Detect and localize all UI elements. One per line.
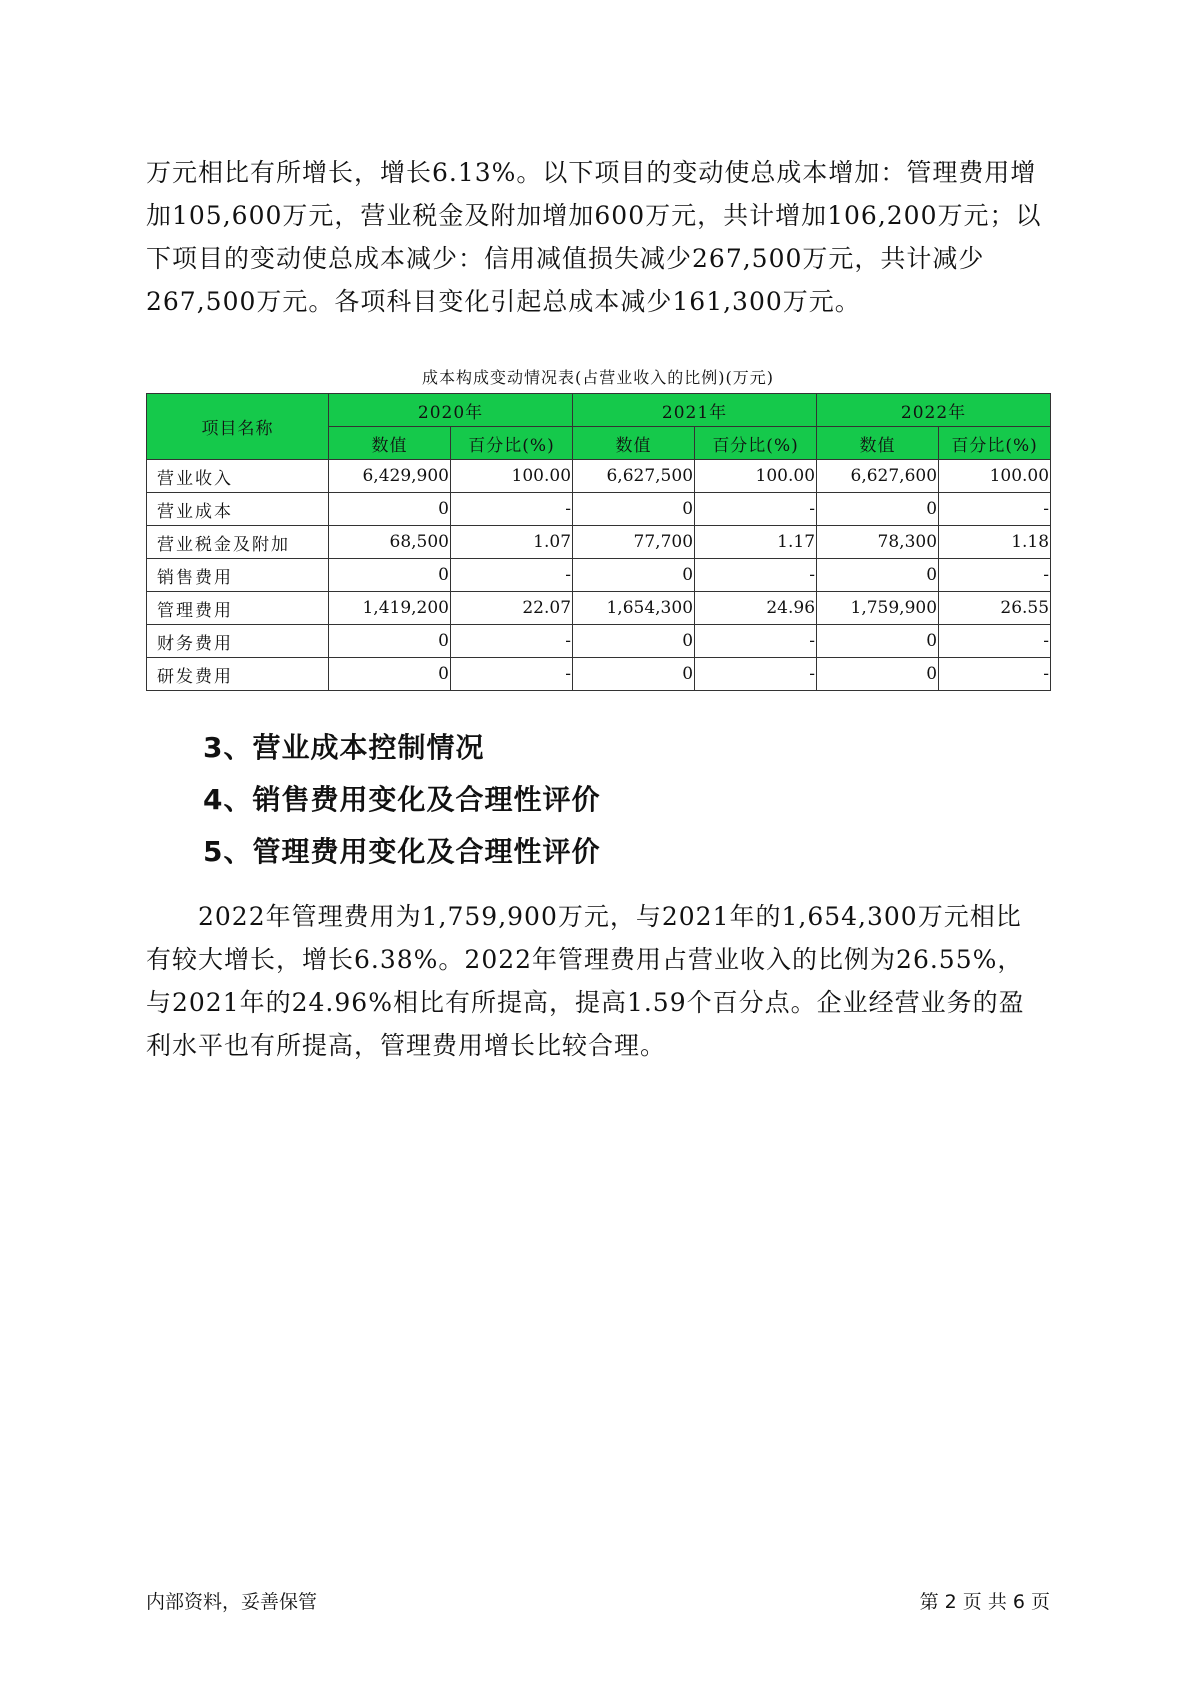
table-cell: 22.07 <box>451 592 573 625</box>
table-cell: 100.00 <box>695 460 817 493</box>
table-row <box>147 493 1051 526</box>
table-cell: 0 <box>817 493 939 526</box>
table-cell: - <box>939 625 1051 658</box>
table-cell: 1.07 <box>451 526 573 559</box>
footer-confidential-note: 内部资料，妥善保管 <box>146 1591 318 1613</box>
body-paragraph-2: 2022年管理费用为1,759,900万元，与2021年的1,654,300万元相比有较大增长，增长6.38%。2022年管理费用占营业收入的比例为26.55%，与2021年的24.96%相比有所提高，提高1.59个百分点。企业经营业务的盈利水平也有所提高，管理费用增长比较合理。 <box>146 902 1025 1060</box>
table-cell: 0 <box>573 559 695 592</box>
table-cell: - <box>939 559 1051 592</box>
table-row <box>147 559 1051 592</box>
table-cell: 6,627,600 <box>817 460 939 493</box>
table-cell: 0 <box>329 493 451 526</box>
table-cell: 0 <box>817 625 939 658</box>
row-label: 管理费用 <box>147 592 329 625</box>
table-cell: - <box>451 625 573 658</box>
table-cell: 78,300 <box>817 526 939 559</box>
table-cell: - <box>451 493 573 526</box>
header-value: 数值 <box>817 427 939 460</box>
body-paragraph-1: 万元相比有所增长，增长6.13%。以下项目的变动使总成本增加：管理费用增加105,600万元，营业税金及附加增加600万元，共计增加106,200万元；以下项目的变动使总成本减少：信用减值损失减少267,500万元，共计减少267,500万元。各项科目变化引起总成本减少161,300万元。 <box>146 158 1042 316</box>
table-cell: - <box>939 493 1051 526</box>
section-heading-4: 4、销售费用变化及合理性评价 <box>203 783 601 816</box>
table-cell: 6,429,900 <box>329 460 451 493</box>
header-value: 数值 <box>329 427 451 460</box>
table-cell: 24.96 <box>695 592 817 625</box>
table-cell: 100.00 <box>451 460 573 493</box>
header-value: 数值 <box>573 427 695 460</box>
header-percent: 百分比(%) <box>939 427 1051 460</box>
table-cell: - <box>695 625 817 658</box>
table-cell: 0 <box>573 658 695 691</box>
section-heading-3: 3、营业成本控制情况 <box>203 731 485 764</box>
table-row <box>147 625 1051 658</box>
footer-page-number: 第 2 页 共 6 页 <box>919 1591 1050 1613</box>
table-row <box>147 526 1051 559</box>
table-row <box>147 460 1051 493</box>
table-cell: 6,627,500 <box>573 460 695 493</box>
table-cell: 26.55 <box>939 592 1051 625</box>
table-cell: - <box>695 658 817 691</box>
table-cell: 0 <box>573 493 695 526</box>
table-row <box>147 592 1051 625</box>
table-cell: 0 <box>329 658 451 691</box>
table-cell: 1.17 <box>695 526 817 559</box>
table-cell: 0 <box>817 559 939 592</box>
row-label: 营业收入 <box>147 460 329 493</box>
table-cell: 0 <box>329 559 451 592</box>
table-cell: 1.18 <box>939 526 1051 559</box>
row-label: 营业税金及附加 <box>147 526 329 559</box>
header-percent: 百分比(%) <box>451 427 573 460</box>
table-cell: - <box>939 658 1051 691</box>
table-cell: - <box>695 493 817 526</box>
table-cell: 1,654,300 <box>573 592 695 625</box>
table-cell: - <box>451 559 573 592</box>
header-year-2020: 2020年 <box>329 394 573 427</box>
row-label: 销售费用 <box>147 559 329 592</box>
table-cell: - <box>451 658 573 691</box>
row-label: 营业成本 <box>147 493 329 526</box>
row-label: 研发费用 <box>147 658 329 691</box>
table-cell: 100.00 <box>939 460 1051 493</box>
row-label: 财务费用 <box>147 625 329 658</box>
table-cell: - <box>695 559 817 592</box>
table-row <box>147 658 1051 691</box>
section-heading-5: 5、管理费用变化及合理性评价 <box>203 835 601 868</box>
table-cell: 0 <box>573 625 695 658</box>
table-cell: 68,500 <box>329 526 451 559</box>
table-cell: 1,759,900 <box>817 592 939 625</box>
table-cell: 77,700 <box>573 526 695 559</box>
header-item-name: 项目名称 <box>147 394 329 460</box>
header-year-2022: 2022年 <box>817 394 1051 427</box>
table-cell: 1,419,200 <box>329 592 451 625</box>
header-percent: 百分比(%) <box>695 427 817 460</box>
cost-structure-table <box>146 393 1051 691</box>
table-cell: 0 <box>817 658 939 691</box>
header-year-2021: 2021年 <box>573 394 817 427</box>
table-cell: 0 <box>329 625 451 658</box>
table-caption: 成本构成变动情况表(占营业收入的比例)(万元) <box>422 368 774 387</box>
